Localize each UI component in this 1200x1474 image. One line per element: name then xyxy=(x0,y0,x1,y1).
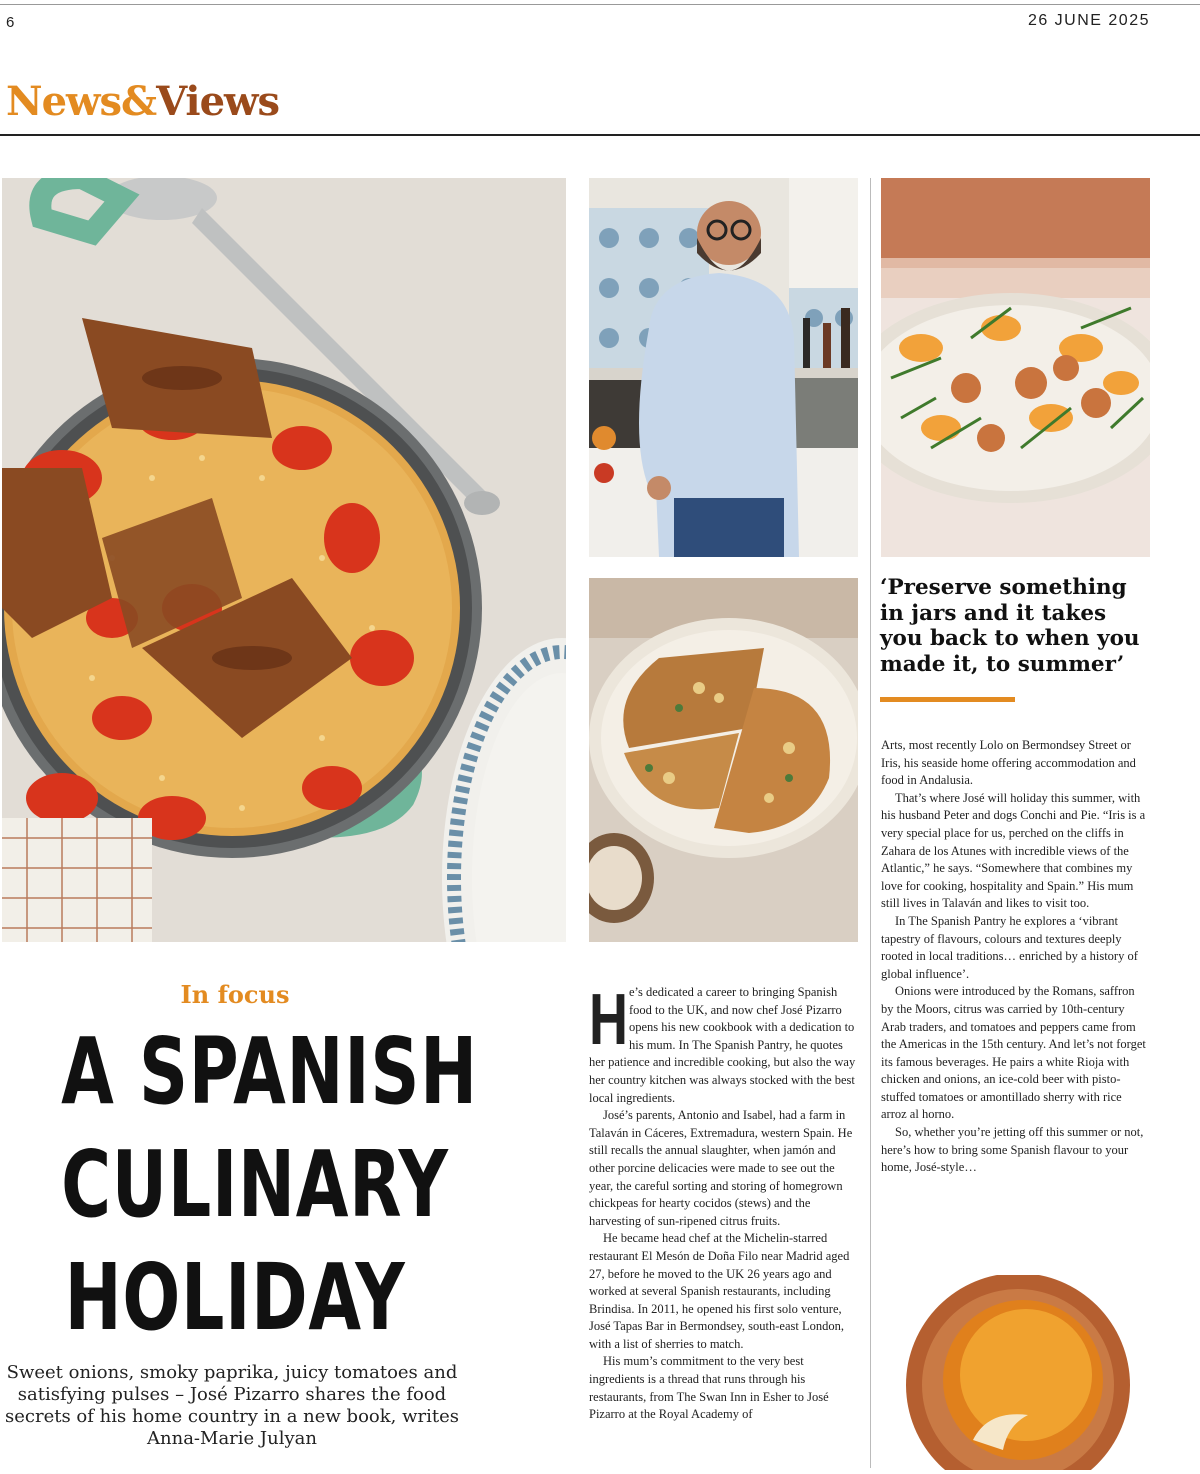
body-paragraph: In The Spanish Pantry he explores a ‘vibrant tapestry of flavours, colours and textures deeply rooted in local traditions… enriched by a history of global influence’. xyxy=(881,913,1138,981)
kicker: In focus xyxy=(180,980,290,1009)
dessert-photo xyxy=(878,1275,1150,1470)
section-rule xyxy=(0,134,1200,136)
headline xyxy=(61,1015,478,1354)
body-paragraph: So, whether you’re jetting off this summer or not, here’s how to bring some Spanish flavour to your home, José-style… xyxy=(881,1125,1144,1175)
page-number: 6 xyxy=(6,14,15,31)
body-column-2 xyxy=(881,737,1149,1177)
headline-line-3: HOLIDAY xyxy=(64,1244,406,1351)
body-paragraph: He’s dedicated a career to bringing Spanish food to the UK, and now chef José Pizarro opens his new cookbook with a dedication to his mum. In The Spanish Pantry, he quotes her patience and incredible cooking, but also the way her country kitchen was always stocked with the best local ingredients. xyxy=(589,980,856,1105)
body-paragraph: Arts, most recently Lolo on Bermondsey Street or Iris, his seaside home offering accommodation and food in Andalusia. xyxy=(881,738,1136,788)
body-paragraph: Onions were introduced by the Romans, saffron by the Moors, citrus was carried by 10th-century Arab traders, and tomatoes and peppers came from the Americas in the 15th century. And let’s not forget its famous beverages. He pairs a white Rioja with chicken and onions, an ice-cold beer with pisto-stuffed tomatoes or amontillado sherry with rice arroz al horno. xyxy=(881,984,1146,1122)
tortilla-photo xyxy=(589,578,858,942)
column-divider xyxy=(870,178,871,1468)
chef-portrait-photo xyxy=(589,178,858,557)
main-dish-photo xyxy=(2,178,566,942)
section-title-part1: News& xyxy=(6,78,157,125)
pull-quote-rule xyxy=(880,697,1015,702)
issue-date: 26 JUNE 2025 xyxy=(1027,12,1150,29)
drop-cap: H xyxy=(589,980,628,1060)
body-paragraph: That’s where José will holiday this summer, with his husband Peter and dogs Conchi and Pie. “Iris is a very special place for us, perched on the cliffs in Zahara de los Atunes with incredible views of the Atlantic,” he says. “Somewhere that combines my love for cooking, hospitality and Spain.” His mum still lives in Talaván and likes to visit too. xyxy=(881,790,1146,911)
pull-quote: ‘Preserve something in jars and it takes you back to when you made it, to summer’ xyxy=(880,575,1140,677)
body-paragraph: José’s parents, Antonio and Isabel, had a farm in Talaván in Cáceres, Extremadura, western Spain. He still recalls the annual slaughter, when jamón and other porcine delicacies were made to see out the year, the careful sorting and storing of homegrown chickpeas for hearty cocidos (stews) and the harvesting of sun-ripened citrus fruits. xyxy=(589,1108,853,1228)
section-title xyxy=(6,78,279,125)
body-column-1 xyxy=(589,980,857,1424)
body-paragraph: His mum’s commitment to the very best ingredients is a thread that runs through his restaurants, from The Swan Inn in Esher to José Pizarro at the Royal Academy of xyxy=(589,1354,829,1422)
headline-line-2: CULINARY xyxy=(61,1131,449,1238)
section-title-part2: Views xyxy=(156,78,280,125)
salad-photo xyxy=(881,178,1150,557)
top-rule xyxy=(0,4,1200,5)
standfirst: Sweet onions, smoky paprika, juicy tomatoes and satisfying pulses – José Pizarro shares the food secrets of his home country in a new book, writes Anna-Marie Julyan xyxy=(5,1362,459,1449)
headline-line-1: A SPANISH xyxy=(61,1018,478,1125)
body-paragraph: He became head chef at the Michelin-starred restaurant El Mesón de Doña Filo near Madrid aged 27, before he moved to the UK 26 years ago and worked at several Spanish restaurants, including Brindisa. In 2011, he opened his first solo venture, José Tapas Bar in Bermondsey, south-east London, with a list of sherries to match. xyxy=(589,1231,850,1351)
